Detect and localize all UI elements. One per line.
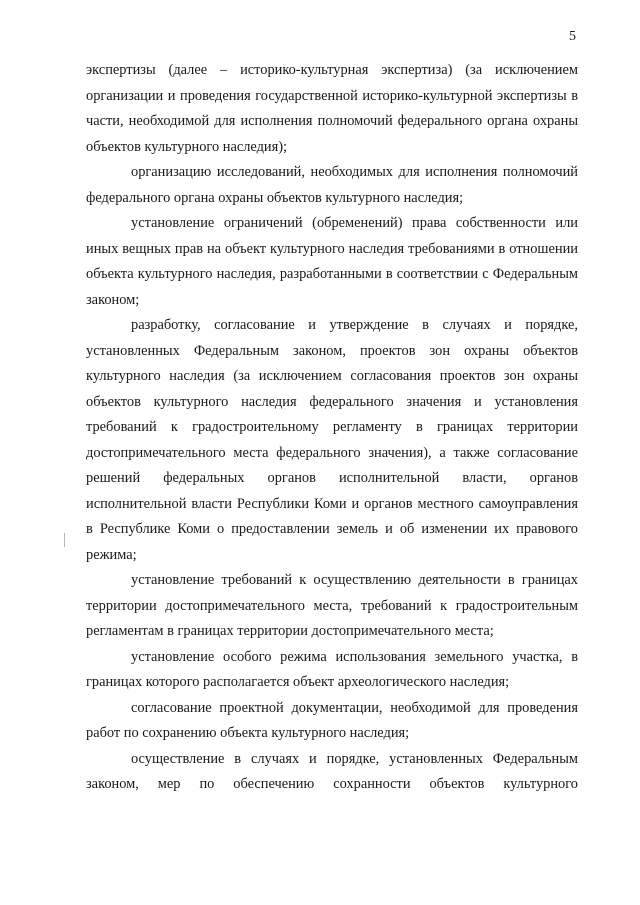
paragraph-protection-zones: разработку, согласование и утверждение в случаях и порядке, установленных Федеральным законом, проектов зон охраны объектов культурного наследия (за исключением согласования проектов зон охраны объектов культурного наследия федерального значения и установления требований к градостроительному регламенту в границах территории достопримечательного места федерального значения), а также согласование решений федеральных органов исполнительной власти, органов исполнительной власти Республики Коми и органов местного самоуправления в Республике Коми о предоставлении земель и об изменении их правового режима; xyxy=(86,317,578,563)
page-number: 5 xyxy=(569,29,576,44)
paragraph-landmark-requirements: установление требований к осуществлению деятельности в границах территории достопримечательного места, требований к градостроительным регламентам в границах территории достопримечательного места; xyxy=(86,572,578,639)
margin-mark xyxy=(64,533,65,547)
document-body xyxy=(86,58,578,798)
paragraph-encumbrances: установление ограничений (обременений) права собственности или иных вещных прав на объект культурного наследия требованиями в отношении объекта культурного наследия, разработанными в соответствии с Федеральным законом; xyxy=(86,215,578,308)
paragraph-project-approval: согласование проектной документации, необходимой для проведения работ по сохранению объекта культурного наследия; xyxy=(86,699,578,741)
paragraph-research: организацию исследований, необходимых для исполнения полномочий федерального органа охраны объектов культурного наследия; xyxy=(86,164,578,206)
paragraph-preservation-measures: осуществление в случаях и порядке, установленных Федеральным законом, мер по обеспечению сохранности объектов культурного xyxy=(86,750,578,792)
paragraph-expertise: экспертизы (далее – историко-культурная экспертиза) (за исключением организации и проведения государственной историко-культурной экспертизы в части, необходимой для исполнения полномочий федерального органа охраны объектов культурного наследия); xyxy=(86,62,578,155)
paragraph-land-regime: установление особого режима использования земельного участка, в границах которого располагается объект археологического наследия; xyxy=(86,648,578,690)
